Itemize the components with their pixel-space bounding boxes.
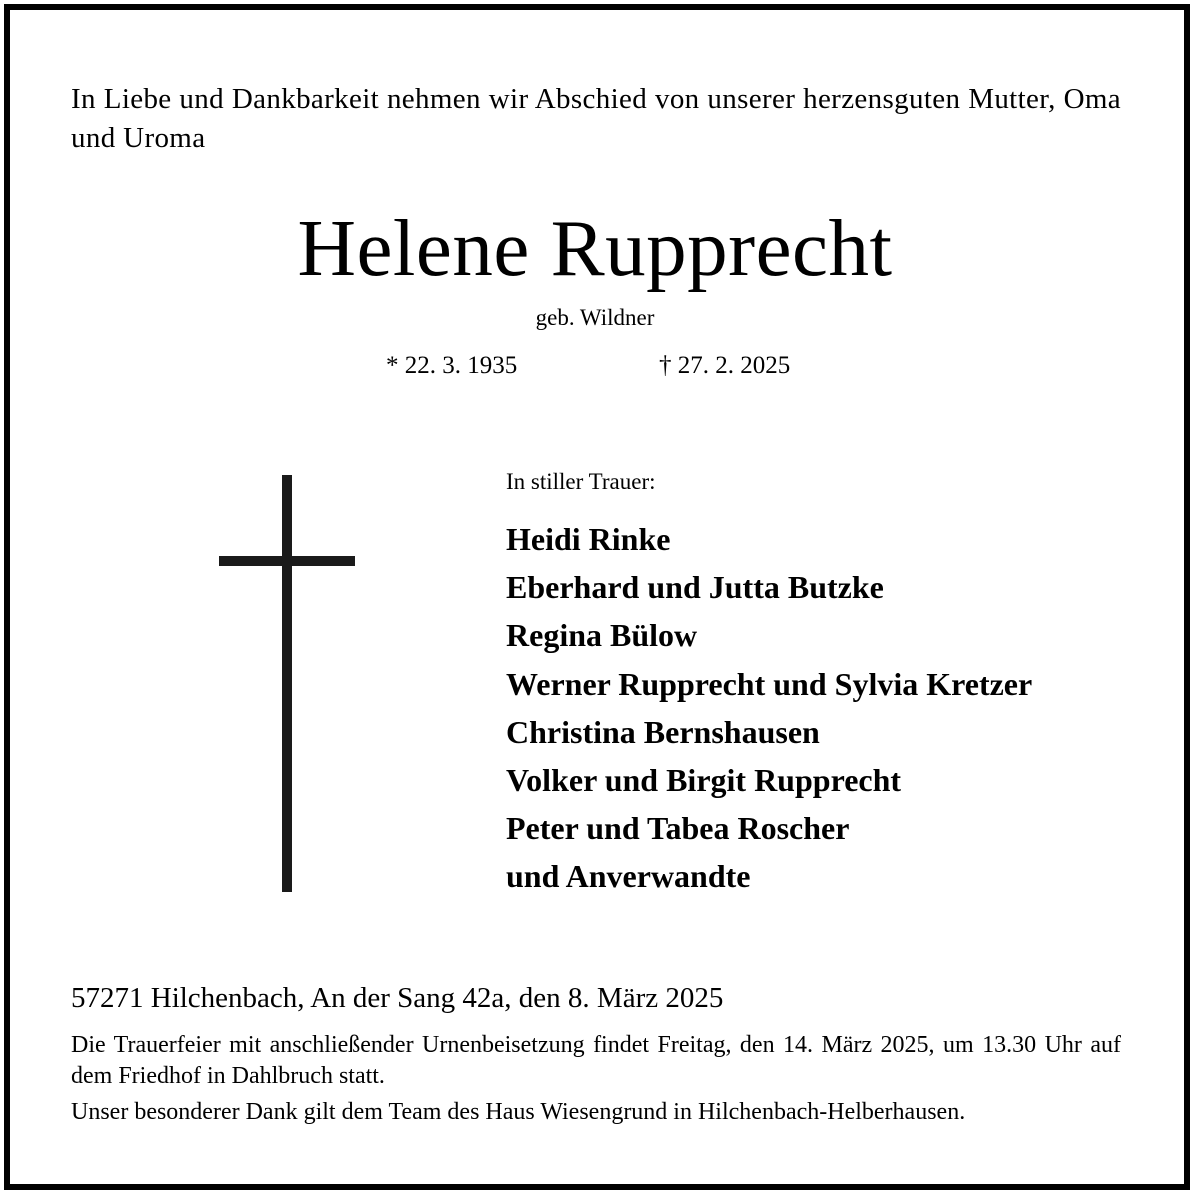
mourner-item: Eberhard und Jutta Butzke <box>506 569 884 606</box>
deceased-name: Helene Rupprecht <box>297 203 893 293</box>
intro-text: In Liebe und Dankbarkeit nehmen wir Abschied von unserer herzensguten Mutter, Oma und Uroma <box>71 83 1121 154</box>
mourner-item: Peter und Tabea Roscher <box>506 810 850 847</box>
place-and-date: 57271 Hilchenbach, An der Sang 42a, den 8. März 2025 <box>71 982 724 1014</box>
thanks-note: Unser besonderer Dank gilt dem Team des Haus Wiesengrund in Hilchenbach-Helberhausen. <box>71 1099 966 1125</box>
mourner-item: Regina Bülow <box>506 617 698 654</box>
death-date: † 27. 2. 2025 <box>659 352 791 379</box>
birth-date: * 22. 3. 1935 <box>386 352 518 379</box>
mourner-item: Volker und Birgit Rupprecht <box>506 762 902 799</box>
mourner-item: Christina Bernshausen <box>506 713 820 750</box>
mourner-item: und Anverwandte <box>506 858 751 895</box>
mourner-item: Werner Rupprecht und Sylvia Kretzer <box>506 665 1033 702</box>
mourners-list <box>506 515 1032 901</box>
birth-name: geb. Wildner <box>535 305 655 330</box>
ceremony-info: Die Trauerfeier mit anschließender Urnenbeisetzung findet Freitag, den 14. März 2025, um 13.30 Uhr auf dem Friedhof in Dahlbruch statt. <box>71 1032 1121 1089</box>
mourner-item: Heidi Rinke <box>506 521 671 557</box>
mourning-label: In stiller Trauer: <box>506 469 656 494</box>
